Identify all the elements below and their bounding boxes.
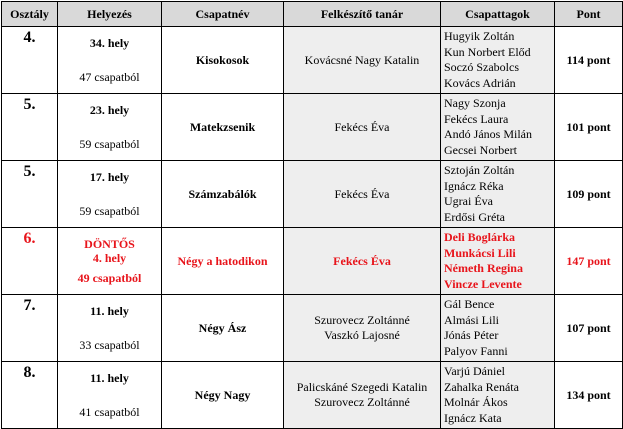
teacher-name: Szurovecz Zoltánné — [314, 395, 410, 409]
points-cell: 134 pont — [555, 362, 623, 429]
member-name: Varjú Dániel — [444, 364, 505, 378]
member-name: Nagy Szonja — [444, 96, 506, 110]
member-name: Sztoján Zoltán — [444, 163, 515, 177]
member-name: Németh Regina — [444, 261, 523, 275]
header-place: Helyezés — [58, 2, 162, 27]
place-rank: 4. hely — [92, 251, 127, 265]
member-name: Andó János Milán — [444, 127, 532, 141]
table-row — [2, 94, 623, 161]
place-rank: 17. hely — [89, 170, 130, 184]
members-cell — [441, 161, 555, 228]
member-name: Vincze Levente — [444, 276, 522, 291]
table-row — [2, 161, 623, 228]
members-cell — [441, 228, 555, 295]
teacher-cell — [284, 161, 441, 228]
member-name: Gál Bence — [444, 297, 495, 311]
place-cell — [58, 295, 162, 362]
teacher-name: Fekécs Éva — [334, 119, 390, 134]
grade-cell: 8. — [2, 362, 58, 429]
teacher-cell — [284, 362, 441, 429]
place-total: 59 csapatból — [79, 204, 140, 218]
header-team: Csapatnév — [162, 2, 284, 27]
member-name: Fekécs Laura — [444, 111, 509, 126]
members-cell — [441, 295, 555, 362]
place-rank: 11. hely — [90, 371, 129, 385]
member-name: Ignácz Kata — [444, 410, 502, 425]
place-total: 59 csapatból — [79, 137, 140, 151]
grade-cell: 4. — [2, 27, 58, 94]
grade-cell: 6. — [2, 228, 58, 295]
table-row — [2, 27, 623, 94]
member-name: Erdősi Gréta — [444, 209, 505, 224]
table-row — [2, 295, 623, 362]
member-name: Jónás Péter — [444, 328, 499, 342]
teacher-cell — [284, 228, 441, 295]
results-table — [1, 1, 623, 429]
place-total: 47 csapatból — [79, 70, 140, 84]
teacher-name: Fekécs Éva — [334, 186, 390, 201]
member-name: Gecsei Norbert — [444, 142, 517, 157]
teacher-name: Palicskáné Szegedi Katalin — [296, 380, 428, 394]
team-name: Matekzsenik — [162, 94, 284, 161]
header-members: Csapattagok — [441, 2, 555, 27]
header-grade: Osztály — [2, 2, 58, 27]
member-name: Kun Norbert Előd — [444, 44, 531, 59]
points-cell: 147 pont — [555, 228, 623, 295]
members-cell — [441, 27, 555, 94]
place-rank: 23. hely — [89, 103, 130, 117]
table-row — [2, 362, 623, 429]
member-name: Almási Lili — [444, 312, 499, 327]
teacher-name: Fekécs Éva — [333, 253, 391, 268]
teacher-name: Vaszkó Lajosné — [324, 328, 400, 342]
teacher-cell — [284, 94, 441, 161]
team-name: Kisokosok — [162, 27, 284, 94]
points-cell: 109 pont — [555, 161, 623, 228]
place-cell — [58, 362, 162, 429]
team-name: Négy Ász — [162, 295, 284, 362]
place-rank: 34. hely — [89, 36, 130, 50]
grade-cell: 5. — [2, 94, 58, 161]
teacher-name: Kovácsné Nagy Katalin — [304, 52, 420, 67]
points-cell: 114 pont — [555, 27, 623, 94]
member-name: Ugrai Éva — [444, 194, 493, 208]
header-points: Pont — [555, 2, 623, 27]
grade-cell: 7. — [2, 295, 58, 362]
member-name: Munkácsi Lili — [444, 245, 516, 260]
member-name: Hugyik Zoltán — [444, 29, 515, 43]
header-row — [2, 2, 623, 27]
member-name: Soczó Szabolcs — [444, 60, 519, 74]
member-name: Zahalka Renáta — [444, 379, 519, 394]
points-cell: 107 pont — [555, 295, 623, 362]
member-name: Kovács Adrián — [444, 75, 516, 90]
place-cell — [58, 161, 162, 228]
place-total: 33 csapatból — [79, 338, 140, 352]
place-cell — [58, 228, 162, 295]
place-cell — [58, 94, 162, 161]
place-cell — [58, 27, 162, 94]
points-cell: 101 pont — [555, 94, 623, 161]
table-row-finalist — [2, 228, 623, 295]
header-teacher: Felkészítő tanár — [284, 2, 441, 27]
finalist-label: DÖNTŐS — [84, 237, 135, 251]
member-name: Deli Boglárka — [444, 230, 515, 244]
teacher-cell — [284, 295, 441, 362]
place-total: 41 csapatból — [79, 405, 140, 419]
team-name: Számzabálók — [162, 161, 284, 228]
teacher-cell — [284, 27, 441, 94]
place-rank: 11. hely — [90, 304, 129, 318]
member-name: Ignácz Réka — [444, 178, 504, 193]
teacher-name: Szurovecz Zoltánné — [314, 313, 410, 327]
grade-cell: 5. — [2, 161, 58, 228]
team-name: Négy a hatodikon — [162, 228, 284, 295]
members-cell — [441, 362, 555, 429]
team-name: Négy Nagy — [162, 362, 284, 429]
member-name: Molnár Ákos — [444, 395, 508, 409]
place-total: 49 csapatból — [77, 271, 142, 285]
members-cell — [441, 94, 555, 161]
member-name: Palyov Fanni — [444, 343, 508, 358]
